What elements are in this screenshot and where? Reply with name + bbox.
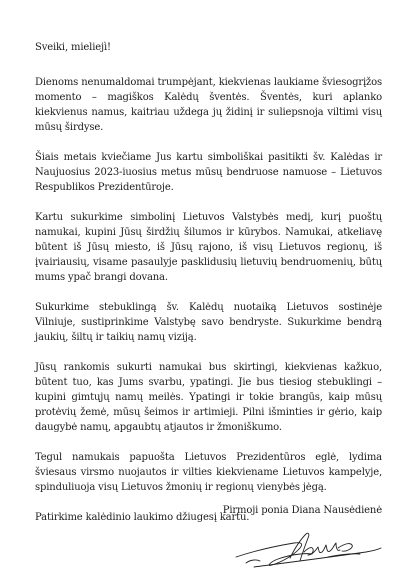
letter-paragraph-1: Dienoms nenumaldomai trumpėjant, kiekvienas laukiame šviesogrįžos momento – magiškos Kalėdų šventės. Šventės, kuri aplanko kiekvienus namus, kaitriau uždega jų židinį ir suliepsnoja viltimi visų mūsų širdyse.: [35, 77, 382, 133]
letter-paragraph-2: Šiais metais kviečiame Jus kartu simboliškai pasitikti šv. Kalėdas ir Naujuosius 2023-iuosius metus mūsų bendruose namuose – Lietuvos Respublikos Prezidentūroje.: [35, 152, 382, 193]
letter-body: [35, 40, 382, 525]
letter-greeting: Sveiki, mieliejì!: [35, 42, 111, 53]
letter-paragraph-5: Jūsų rankomis sukurti namukai bus skirtingi, kiekvienas kažkuo, būtent tuo, kas Jums svarbu, ypatingi. Jie bus tiesiog stebuklingi – kupini gimtųjų namų meilės. Ypatingi ir tokie brangūs, kaip mūsų protėvių žemė, mūsų šeimos ir artimieji. Pilni išminties ir gėrio, kaip daugybė namų, apgaubtų atjautos ir žmoniškumo.: [35, 362, 382, 433]
handwritten-signature: [234, 524, 384, 572]
letter-paragraph-4: Sukurkime stebuklingą šv. Kalėdų nuotaiką Lietuvos sostinėje Vilniuje, sustiprinkime Valstybę savo bendryste. Sukurkime bendrą jaukių, šiltų ir taikių namų viziją.: [35, 302, 382, 343]
letter-paragraph-6: Tegul namukais papuošta Lietuvos Prezidentūros eglė, lydima šviesaus virsmo nuojautos ir vilties kiekviename Lietuvos kampelyje, spinduliuoja visų Lietuvos žmonių ir regionų vienybės jėgą.: [35, 452, 382, 493]
letter-closing: Patirkime kalėdinio laukimo džiugesį kartu.: [35, 512, 250, 523]
signature-block: [200, 504, 390, 574]
signer-name: Pirmoji ponia Diana Nausėdienė: [222, 505, 382, 516]
letter-paragraph-3: Kartu sukurkime simbolinį Lietuvos Valstybės medį, kurį puoštų namukai, kupini Jūsų širdžių šilumos ir kūrybos. Namukai, atkeliavę būtent iš Jūsų miesto, iš Jūsų rajono, iš visų Lietuvos regionų, iš įvairiausių, visame pasaulyje pasklidusių lietuvių bendruomenių, būtų mums ypač brangi dovana.: [35, 212, 382, 283]
